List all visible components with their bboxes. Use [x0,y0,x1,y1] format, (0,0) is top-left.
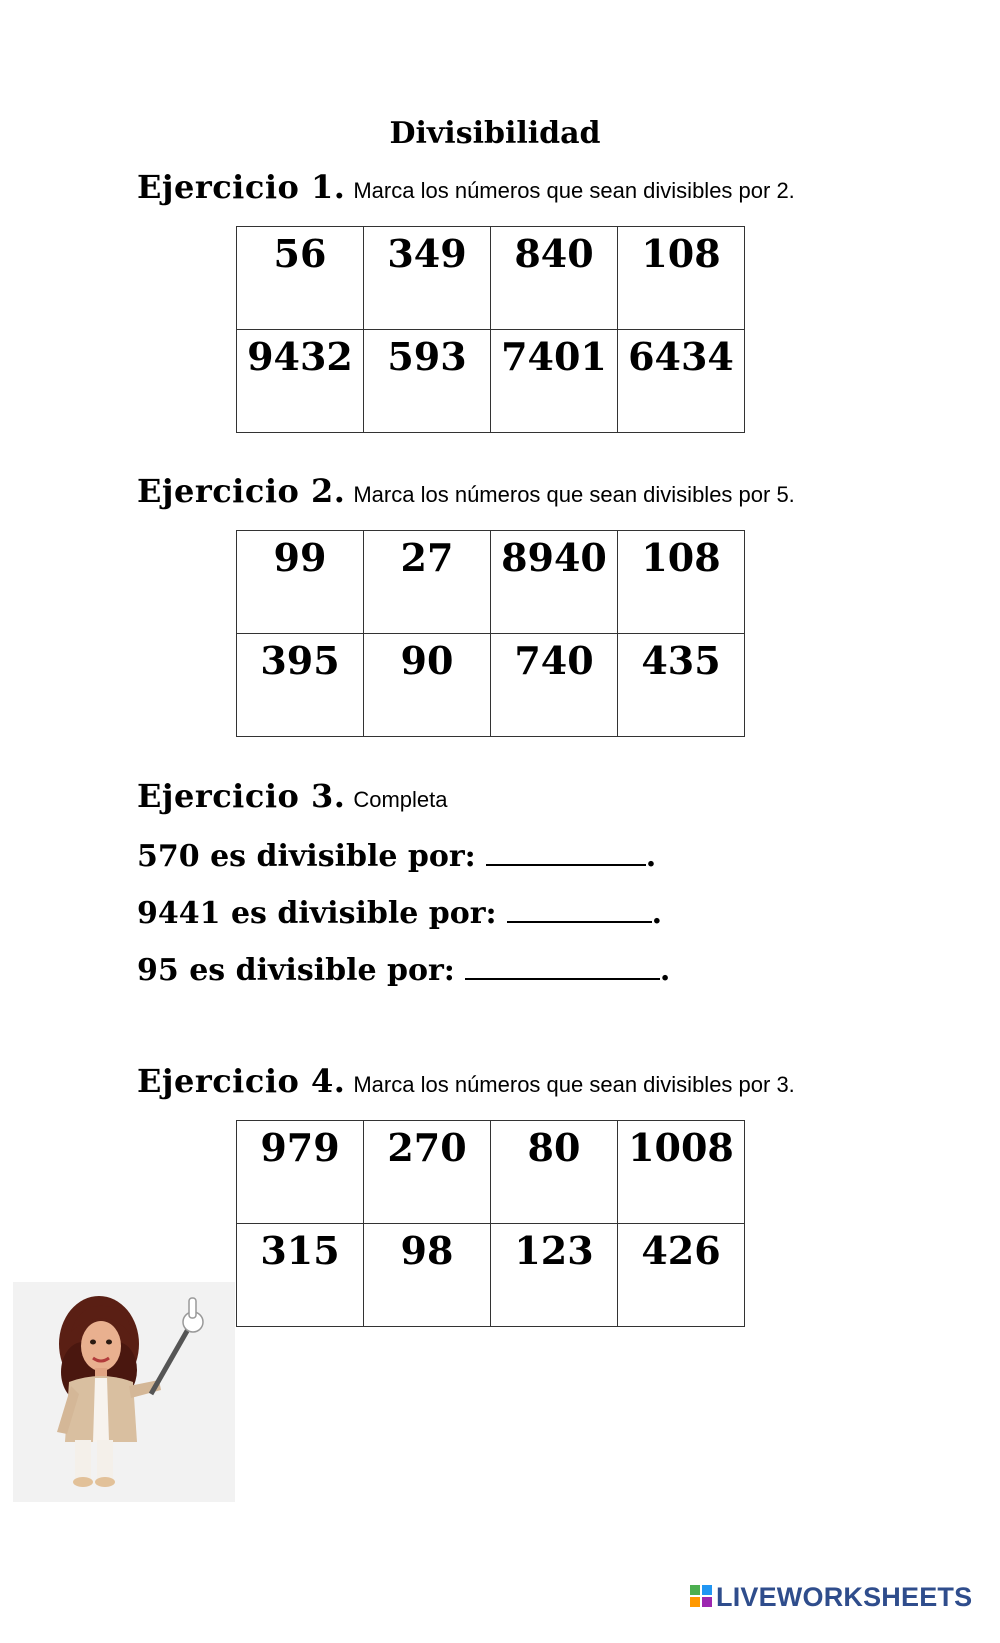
answer-blank[interactable] [507,895,652,923]
fill-sentence: 9441 es divisible por: . [137,896,663,931]
number-cell[interactable]: 98 [364,1224,491,1327]
answer-blank[interactable] [486,838,646,866]
number-cell[interactable]: 7401 [491,330,618,433]
number-cell[interactable]: 270 [364,1121,491,1224]
number-cell[interactable]: 979 [237,1121,364,1224]
exercise-1-header [137,168,795,206]
exercise-1-grid [236,226,745,433]
number-cell[interactable]: 99 [237,531,364,634]
exercise-4-label: Ejercicio 4. [137,1062,346,1100]
table-row [237,330,745,433]
number-cell[interactable]: 108 [618,227,745,330]
number-cell[interactable]: 1008 [618,1121,745,1224]
number-cell[interactable]: 395 [237,634,364,737]
number-cell[interactable]: 56 [237,227,364,330]
number-cell[interactable]: 90 [364,634,491,737]
table-row [237,1224,745,1327]
number-cell[interactable]: 426 [618,1224,745,1327]
number-cell[interactable]: 123 [491,1224,618,1327]
exercise-1-label: Ejercicio 1. [137,168,346,206]
exercise-4-header [137,1062,795,1100]
teacher-avatar-icon [13,1282,235,1502]
number-cell[interactable]: 593 [364,330,491,433]
table-row [237,1121,745,1224]
exercise-4-grid [236,1120,745,1327]
number-cell[interactable]: 8940 [491,531,618,634]
liveworksheets-logo-icon [690,1585,714,1616]
fill-sentence: 570 es divisible por: . [137,839,657,874]
exercise-2-label: Ejercicio 2. [137,472,346,510]
table-row [237,531,745,634]
worksheet-title: Divisibilidad [389,116,601,151]
number-cell[interactable]: 80 [491,1121,618,1224]
table-row [237,634,745,737]
number-cell[interactable]: 349 [364,227,491,330]
exercise-2-header [137,472,795,510]
number-cell[interactable]: 27 [364,531,491,634]
exercise-1-instruction: Marca los números que sean divisibles por 2. [353,178,795,203]
liveworksheets-brand[interactable] [690,1582,972,1616]
number-cell[interactable]: 9432 [237,330,364,433]
table-row [237,227,745,330]
exercise-2-instruction: Marca los números que sean divisibles por 5. [353,482,795,507]
number-cell[interactable]: 315 [237,1224,364,1327]
exercise-4-instruction: Marca los números que sean divisibles por 3. [353,1072,795,1097]
number-cell[interactable]: 435 [618,634,745,737]
fill-sentence: 95 es divisible por: . [137,953,671,988]
exercise-3-label: Ejercicio 3. [137,777,346,815]
exercise-3-header [137,777,448,815]
answer-blank[interactable] [465,952,660,980]
exercise-3-instruction: Completa [353,787,448,812]
number-cell[interactable]: 840 [491,227,618,330]
number-cell[interactable]: 108 [618,531,745,634]
exercise-2-grid [236,530,745,737]
number-cell[interactable]: 740 [491,634,618,737]
brand-text: LIVEWORKSHEETS [716,1582,973,1612]
number-cell[interactable]: 6434 [618,330,745,433]
